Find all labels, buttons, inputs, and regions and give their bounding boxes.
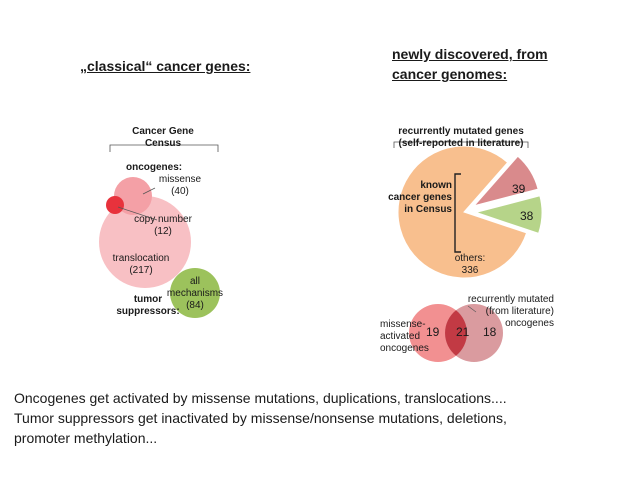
tumor-label-line2: suppressors: [116, 306, 180, 317]
copy-number-label [128, 214, 198, 238]
all-mech-count: (84) [186, 300, 204, 311]
venn-overlap-count: 21 [456, 325, 470, 339]
recurrent-header-line2: (self-reported in literature) [398, 138, 524, 149]
known-line3: in Census [404, 204, 452, 215]
known-genes-label [378, 180, 452, 216]
others-count: 336 [461, 265, 479, 276]
oncogenes-label: oncogenes: [126, 162, 183, 173]
translocation-label [106, 253, 176, 277]
census-label-line1: Cancer Gene [132, 126, 194, 137]
venn-right-line3: oncogenes [505, 318, 554, 329]
others-label [440, 253, 500, 277]
caption-line1: Oncogenes get activated by missense mutations, duplications, translocations.... [14, 390, 507, 406]
translocation-text: translocation [112, 253, 170, 264]
recurrent-header-line1: recurrently mutated genes [398, 126, 524, 137]
all-mechanisms-label [162, 276, 228, 312]
census-label [118, 126, 208, 150]
tumor-label-line1: tumor [133, 294, 163, 305]
venn-right-label [458, 294, 554, 330]
copy-number-text: copy number [134, 214, 192, 225]
venn-right-line1: recurrently mutated [467, 294, 554, 305]
pie-value-39: 39 [512, 182, 526, 196]
all-mech-line1: all [189, 276, 200, 287]
pie-value-38: 38 [520, 209, 534, 223]
left-title: „classical“ cancer genes: [80, 58, 251, 74]
right-title: newly discovered, from cancer genomes: [392, 46, 548, 82]
venn-left-line3: oncogenes [380, 343, 429, 354]
known-line2: cancer genes [388, 192, 452, 203]
translocation-count: (217) [129, 265, 153, 276]
missense-text: missense [158, 174, 202, 185]
known-line1: known [420, 180, 452, 191]
venn-left-label [380, 319, 429, 355]
caption-line2: Tumor suppressors get inactivated by missense/nonsense mutations, deletions, [14, 410, 507, 426]
missense-count: (40) [171, 186, 189, 197]
all-mech-line2: mechanisms [166, 288, 224, 299]
venn-right-count: 18 [483, 325, 497, 339]
venn-left-count: 19 [426, 325, 440, 339]
recurrent-header [394, 126, 528, 150]
caption-line3: promoter methylation... [14, 430, 158, 446]
copy-number-circle [106, 196, 124, 214]
census-label-line2: Census [144, 138, 182, 149]
venn-left-line1: missense- [380, 319, 426, 330]
others-text: others: [454, 253, 486, 264]
venn-left-line2: activated [380, 331, 421, 342]
copy-number-count: (12) [154, 226, 172, 237]
venn-right-line2: (from literature) [485, 306, 554, 317]
caption [14, 388, 507, 448]
missense-label [150, 174, 210, 198]
